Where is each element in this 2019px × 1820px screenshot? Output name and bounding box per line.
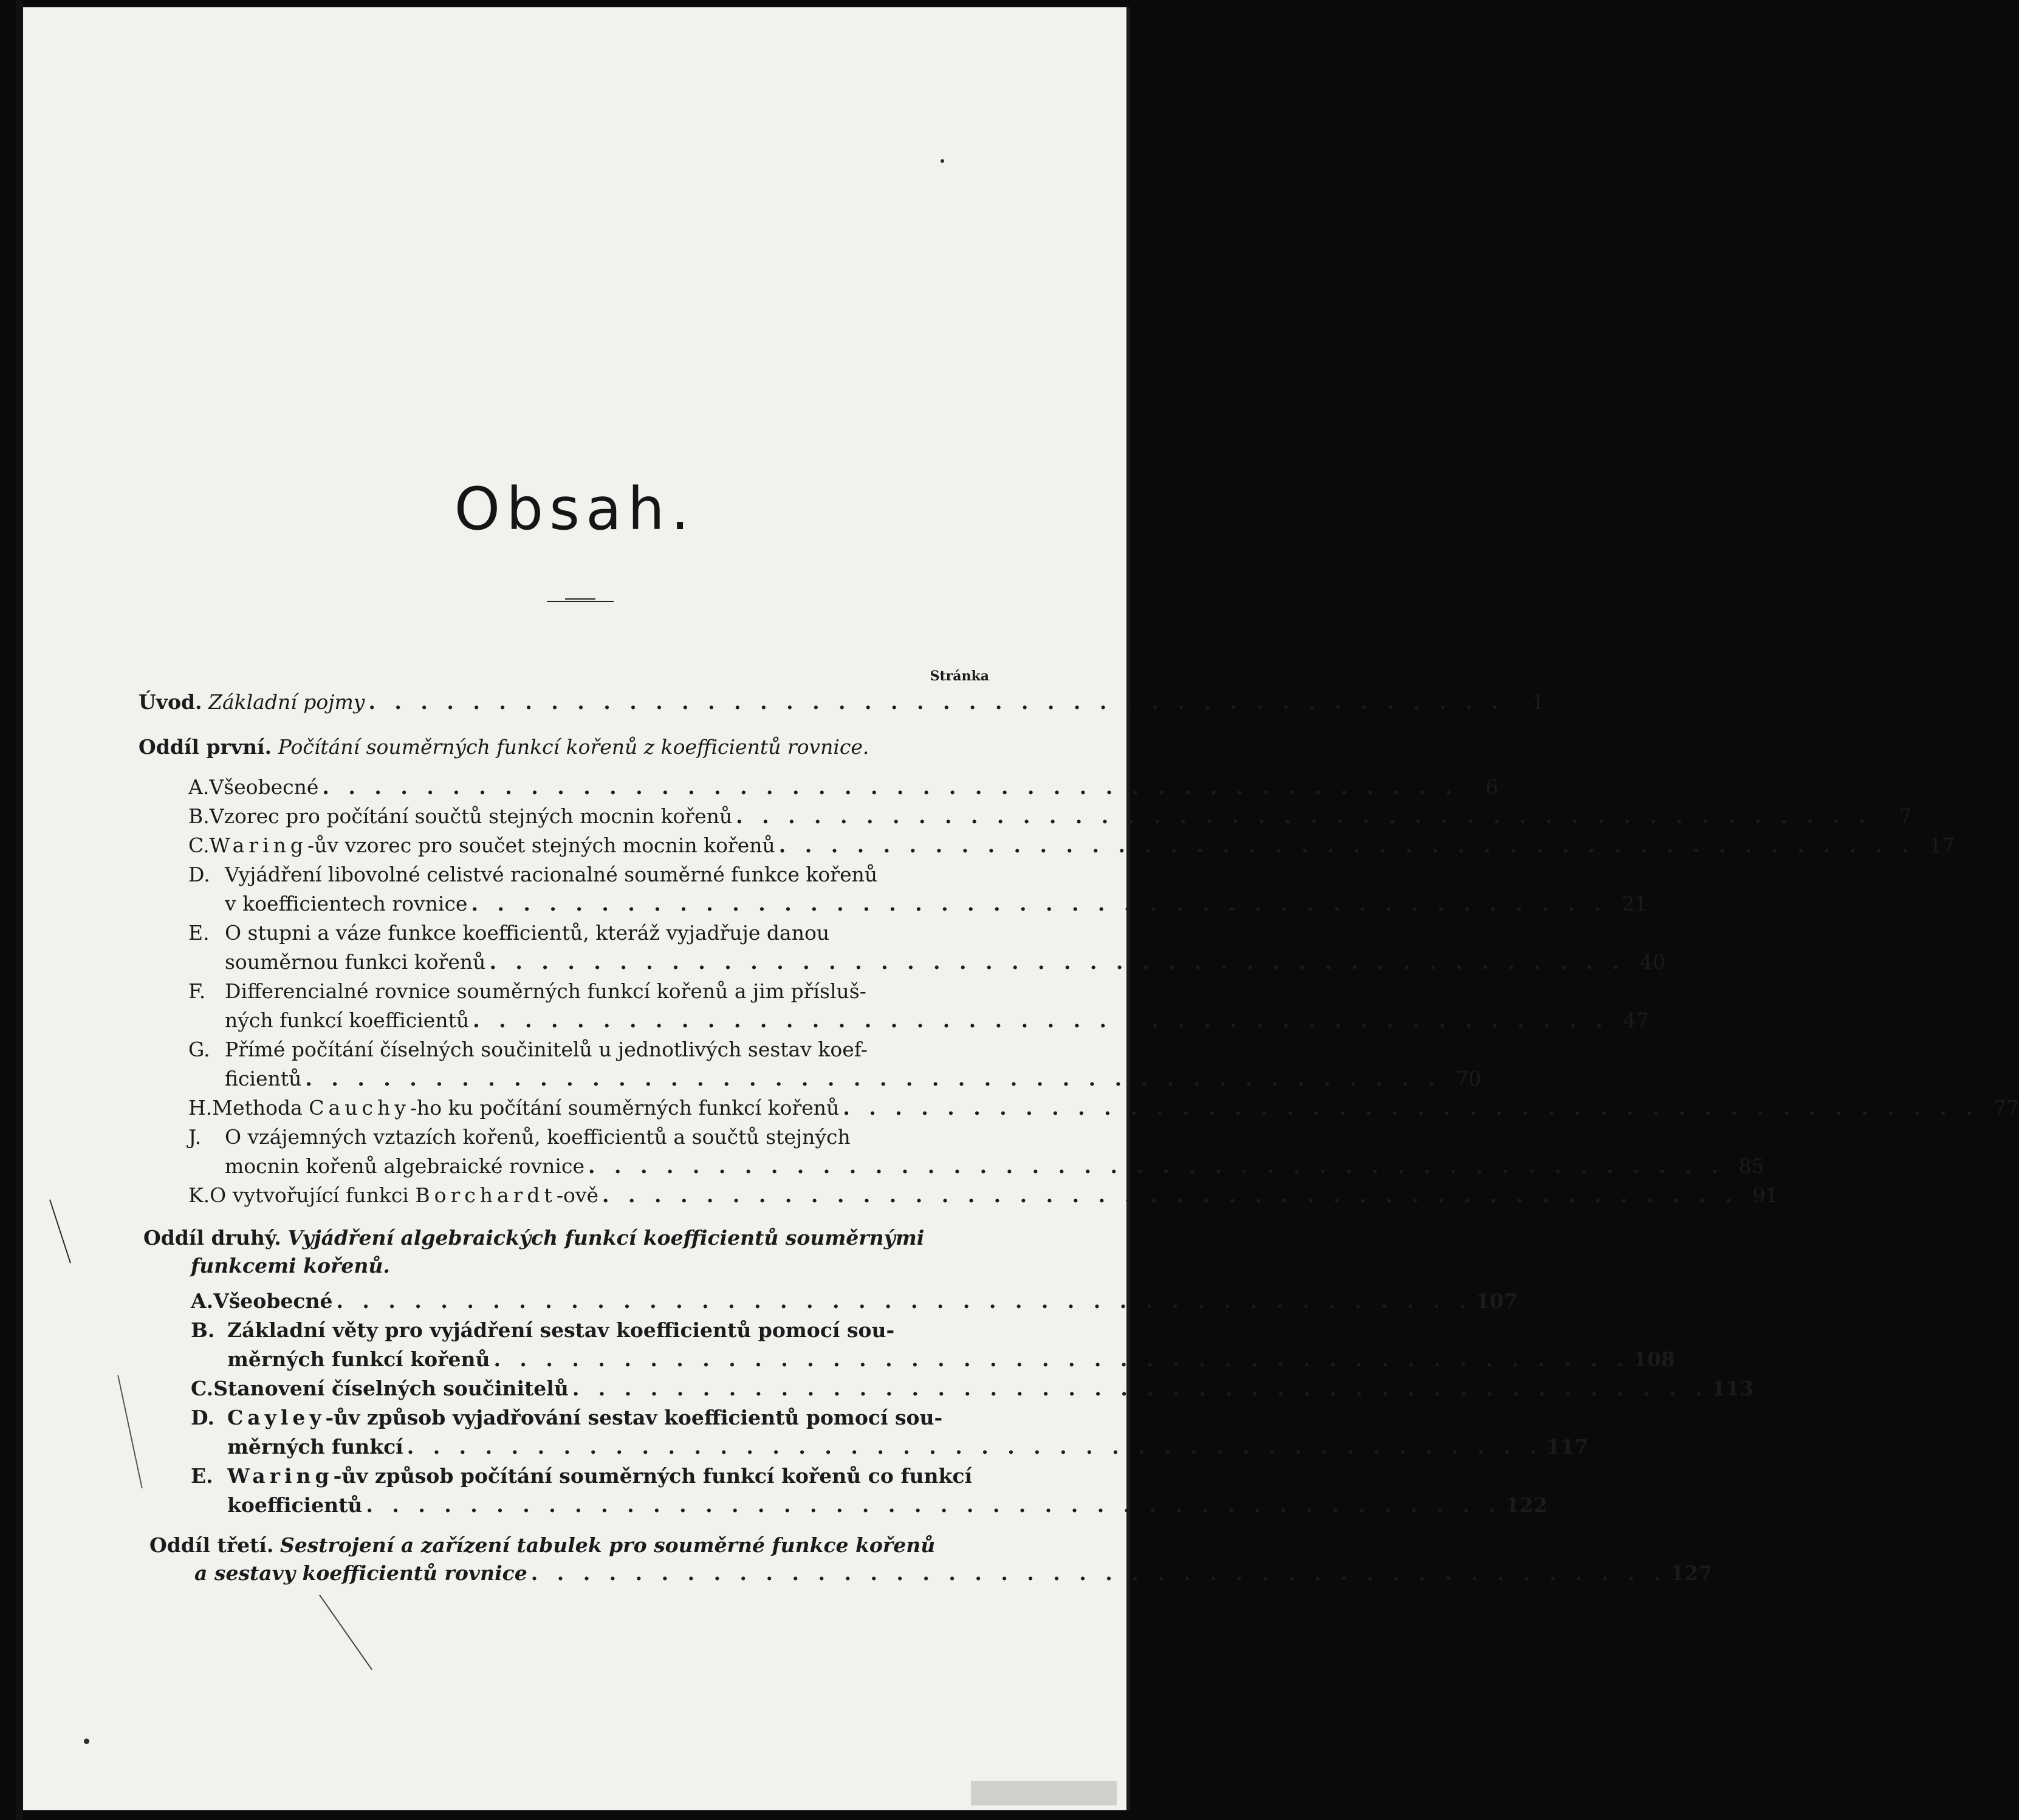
toc-letter: E. [188,921,210,945]
toc-entry-title: -ův vzorec pro součet stejných mocnin kořenů [307,833,775,857]
toc-section-title: Počítání souměrných funkcí kořenů z koefficientů rovnice. [278,735,869,759]
toc-letter: J. [188,1125,202,1149]
toc-entry-1e-line1[interactable] [188,920,1102,946]
toc-entry-1c[interactable] [188,832,1955,859]
toc-page-number: 7 [1899,804,1912,828]
toc-page-number: 1 [1531,690,1544,714]
leader-dots: . . . . . . . . . . . . . . . . . . . . . . . . . . . . . . . . . . . . . . . . . . . . [489,950,1625,974]
toc-section-second-line1 [143,1225,1102,1251]
toc-entry-1f-line2[interactable] [225,1007,1649,1034]
toc-entry-1k[interactable] [188,1182,1778,1209]
page-title: Obsah. [454,475,696,543]
toc-entry-2c[interactable] [191,1375,1754,1402]
toc-page-number: 47 [1623,1008,1649,1032]
toc-letter: B. [188,804,210,828]
toc-entry-title: Vzorec pro počítání součtů stejných mocnin kořenů [209,804,733,828]
scan-speck [84,1739,89,1744]
toc-section-label: Oddíl třetí. [149,1533,274,1557]
toc-entry-title-cont: měrných funkcí [227,1435,403,1459]
toc-section-second-line2 [191,1253,1102,1279]
toc-section-title: Vyjádření algebraických funkcí koefficientů souměrnými [287,1226,925,1250]
toc-entry-title: Základní pojmy [208,690,365,714]
page-edge-wear [971,1781,1117,1805]
leader-dots: . . . . . . . . . . . . . . . . . . . . . . . . . . . . . . . . . . . . . . . . . . . . [602,1183,1738,1207]
toc-section-label: Oddíl první. [139,735,272,759]
toc-page-number: 6 [1485,775,1498,799]
leader-dots: . . . . . . . . . . . . . . . . . . . . . . . . . . . . . . . . . . . . . . . . . . . . [530,1561,1667,1585]
toc-entry-title: -ův způsob počítání souměrných funkcí kořenů co funkcí [333,1464,973,1488]
toc-entry-title: Methoda [212,1096,309,1120]
leader-dots: . . . . . . . . . . . . . . . . . . . . . . . . . . . . . . . . . . . . . . . . . . . . [406,1435,1543,1459]
leader-dots: . . . . . . . . . . . . . . . . . . . . . . . . . . . . . . . . . . . . . . . . . . . . [322,775,1458,799]
toc-letter: A. [188,775,210,799]
toc-page-number: 117 [1546,1435,1589,1459]
leader-dots: . . . . . . . . . . . . . . . . . . . . . . . . . . . . . . . . . . . . . . . . . . . . [736,804,1872,828]
toc-entry-2e-line1[interactable] [191,1463,1102,1490]
toc-entry-2d-line1[interactable] [191,1404,1102,1431]
toc-entry-title: O vytvořující funkci [210,1183,416,1207]
toc-entry-2d-line2[interactable] [227,1434,1589,1460]
toc-section-third-line1 [149,1532,1102,1559]
toc-entry-title-cont: v koefficientech rovnice [225,892,468,915]
toc-page-number: 70 [1455,1067,1481,1090]
toc-letter: D. [191,1406,214,1429]
toc-author-name: Waring [209,833,308,857]
toc-entry-title: Všeobecné [209,775,319,799]
toc-entry-title-cont: koefficientů [227,1493,363,1517]
toc-entry-title: Všeobecné [213,1289,333,1313]
toc-section-title-cont: a sestavy koefficientů rovnice [194,1561,527,1585]
leader-dots: . . . . . . . . . . . . . . . . . . . . . . . . . . . . . . . . . . . . . . . . . . . . [368,690,1504,714]
leader-dots: . . . . . . . . . . . . . . . . . . . . . . . . . . . . . . . . . . . . . . . . . . . . [366,1493,1502,1517]
toc-entry-uvod[interactable] [139,689,1544,716]
book-spine [16,0,23,1820]
toc-entry-1d-line1[interactable] [188,861,1102,888]
toc-entry-2e-line2[interactable] [227,1492,1548,1519]
toc-entry-title: O stupni a váze funkce koefficientů, kteráž vyjadřuje danou [225,921,830,945]
toc-entry-2b-line2[interactable] [227,1346,1675,1373]
leader-dots: . . . . . . . . . . . . . . . . . . . . . . . . . . . . . . . . . . . . . . . . . . . . [572,1377,1709,1400]
toc-entry-title-cont: měrných funkcí kořenů [227,1347,490,1371]
toc-page-number: 113 [1712,1377,1754,1400]
table-of-contents [23,7,2019,1810]
toc-section-label: Oddíl druhý. [143,1226,281,1250]
toc-page-number: 40 [1639,950,1665,974]
toc-entry-title: Přímé počítání číselných součinitelů u jednotlivých sestav koef- [225,1038,868,1061]
toc-entry-title: O vzájemných vztazích kořenů, koefficientů a součtů stejných [225,1125,851,1149]
leader-dots: . . . . . . . . . . . . . . . . . . . . . . . . . . . . . . . . . . . . . . . . . . . . [471,892,1607,915]
toc-letter: G. [188,1038,210,1061]
toc-page-number: 17 [1929,833,1955,857]
toc-section-title-cont: funkcemi kořenů. [191,1254,390,1278]
toc-entry-2a[interactable] [191,1288,1518,1315]
page-column-header: Stránka [930,668,989,684]
leader-dots: . . . . . . . . . . . . . . . . . . . . . . . . . . . . . . . . . . . . . . . . . . . . [336,1289,1472,1313]
toc-section-third-line2[interactable] [194,1560,1713,1587]
toc-page-number: 85 [1738,1154,1764,1178]
toc-entry-1b[interactable] [188,803,1912,830]
toc-entry-1h[interactable] [188,1095,2019,1121]
toc-author-name: Cayley [227,1406,326,1429]
toc-entry-title-after: -ově [556,1183,599,1207]
toc-page-number: 107 [1475,1289,1518,1313]
toc-entry-title: -ův způsob vyjadřování sestav koefficientů pomocí sou- [325,1406,943,1429]
toc-entry-title-after: -ho ku počítání souměrných funkcí kořenů [410,1096,840,1120]
toc-entry-1g-line1[interactable] [188,1036,1102,1063]
book-page [23,7,2019,1810]
toc-entry-1j-line2[interactable] [225,1153,1764,1180]
toc-section-label: Úvod. [139,690,202,714]
toc-entry-2b-line1[interactable] [191,1317,1102,1344]
toc-page-number: 122 [1505,1493,1548,1517]
toc-entry-title-cont: mocnin kořenů algebraické rovnice [225,1154,584,1178]
toc-entry-title-cont: ných funkcí koefficientů [225,1008,470,1032]
leader-dots: . . . . . . . . . . . . . . . . . . . . . . . . . . . . . . . . . . . . . . . . . . . . [843,1096,1979,1120]
toc-letter: C. [188,833,210,857]
leader-dots: . . . . . . . . . . . . . . . . . . . . . . . . . . . . . . . . . . . . . . . . . . . . [305,1067,1441,1090]
toc-page-number: 91 [1752,1183,1778,1207]
toc-entry-1g-line2[interactable] [225,1066,1481,1092]
toc-letter: F. [188,979,206,1003]
toc-page-number: 21 [1622,892,1647,915]
toc-author-name: Cauchy [309,1096,410,1120]
leader-dots: . . . . . . . . . . . . . . . . . . . . . . . . . . . . . . . . . . . . . . . . . . . . [473,1008,1609,1032]
toc-author-name: Borchardt [415,1183,557,1207]
toc-entry-1d-line2[interactable] [225,891,1647,917]
leader-dots: . . . . . . . . . . . . . . . . . . . . . . . . . . . . . . . . . . . . . . . . . . . . [778,833,1915,857]
toc-entry-1j-line1[interactable] [188,1124,1102,1151]
scan-speck [941,159,944,163]
toc-letter: E. [191,1464,213,1488]
toc-entry-1e-line2[interactable] [225,949,1665,976]
toc-entry-1f-line1[interactable] [188,978,1102,1005]
toc-entry-title: Differencialné rovnice souměrných funkcí kořenů a jim přísluš- [225,979,866,1003]
toc-entry-title: Stanovení číselných součinitelů [213,1377,569,1400]
toc-entry-title-cont: souměrnou funkci kořenů [225,950,486,974]
toc-letter: A. [191,1289,214,1313]
leader-dots: . . . . . . . . . . . . . . . . . . . . . . . . . . . . . . . . . . . . . . . . . . . . [588,1154,1724,1178]
toc-entry-1a[interactable] [188,774,1498,801]
toc-letter: H. [188,1096,213,1120]
toc-letter: K. [188,1183,210,1207]
toc-letter: C. [191,1377,214,1400]
toc-page-number: 108 [1633,1347,1675,1371]
toc-section-first [139,734,1102,761]
toc-page-number: 127 [1670,1561,1713,1585]
toc-letter: D. [188,863,210,886]
toc-section-title: Sestrojení a zařízení tabulek pro souměrné funkce kořenů [279,1533,936,1557]
toc-entry-title-cont: ficientů [225,1067,302,1090]
toc-page-number: 77 [1993,1096,2019,1120]
toc-entry-title: Vyjádření libovolné celistvé racionalné souměrné funkce kořenů [225,863,878,886]
toc-entry-title: Základní věty pro vyjádření sestav koefficientů pomocí sou- [227,1318,895,1342]
leader-dots: . . . . . . . . . . . . . . . . . . . . . . . . . . . . . . . . . . . . . . . . . . . . [493,1347,1630,1371]
toc-author-name: Waring [227,1464,334,1488]
toc-letter: B. [191,1318,215,1342]
